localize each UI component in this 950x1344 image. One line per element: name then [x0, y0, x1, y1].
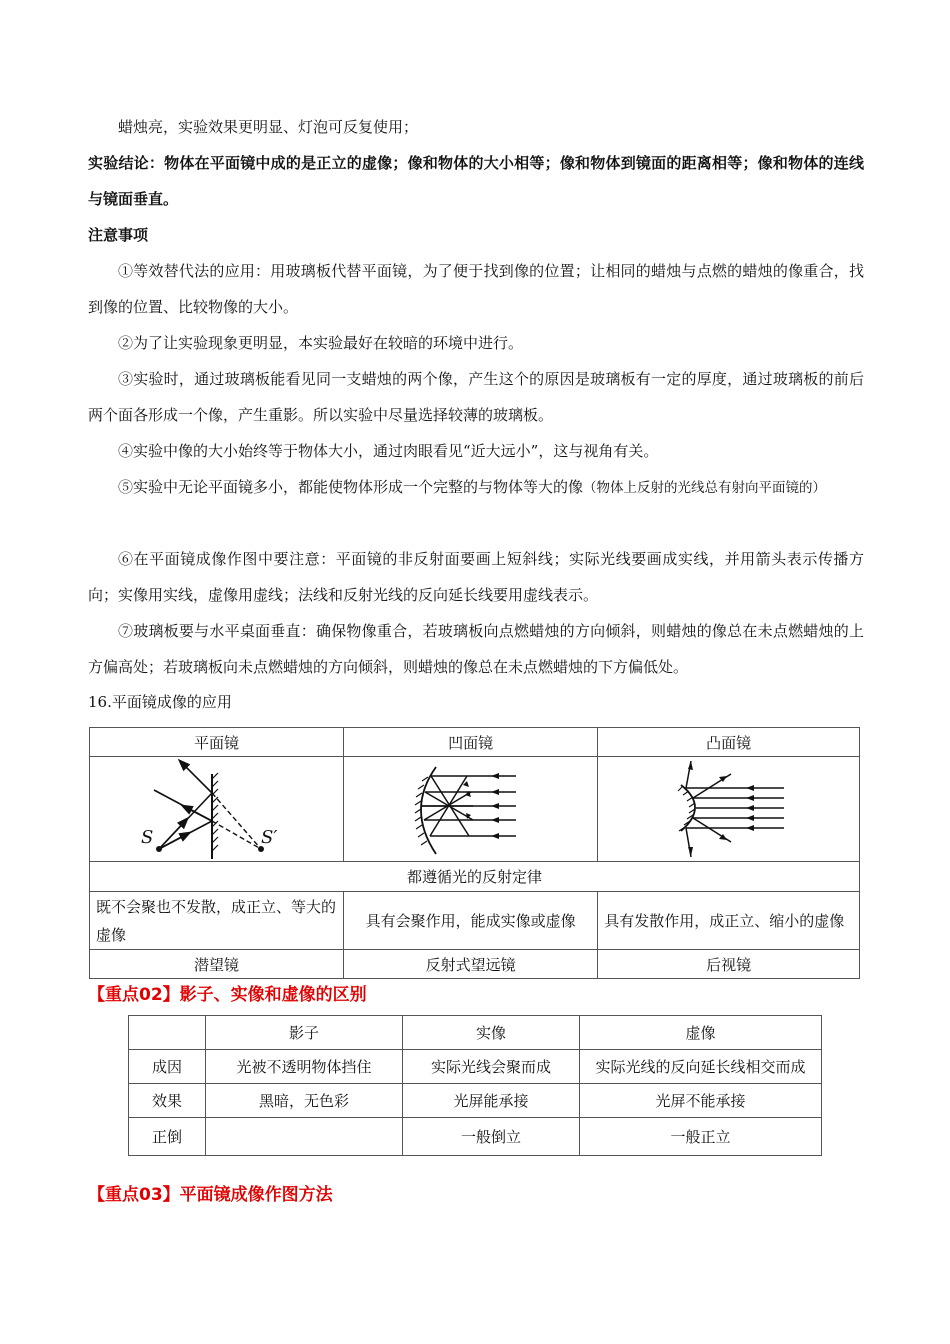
header-shadow: 影子: [206, 1016, 403, 1050]
note-1: ①等效替代法的应用：用玻璃板代替平面镜，为了便于找到像的位置；让相同的蜡烛与点燃的蜡烛的像重合，找到像的位置、比较物像的大小。: [88, 262, 864, 316]
note-3: ③实验时，通过玻璃板能看见同一支蜡烛的两个像，产生这个的原因是玻璃板有一定的厚度，通过玻璃板的前后两个面各形成一个像，产生重影。所以实验中尽量选择较薄的玻璃板。: [88, 370, 864, 424]
note-7: ⑦玻璃板要与水平桌面垂直：确保物像重合，若玻璃板向点燃蜡烛的方向倾斜，则蜡烛的像总在未点燃蜡烛的上方偏高处；若玻璃板向未点燃蜡烛的方向倾斜，则蜡烛的像总在未点燃蜡烛的下方偏低处。: [88, 622, 864, 676]
cell-shadow: [206, 1118, 403, 1156]
note-5-parenthetical: （物体上反射的光线总有射向平面镜的）: [583, 480, 827, 496]
key-point-02-heading: 【重点02】影子、实像和虚像的区别: [88, 985, 367, 1005]
plane-mirror-diagram-icon: [137, 759, 297, 859]
cell-shadow: 黑暗，无色彩: [206, 1084, 403, 1118]
notes-heading: 注意事项: [88, 226, 149, 244]
cell-real-image: 一般倒立: [403, 1118, 580, 1156]
cell-real-image: 实际光线会聚而成: [403, 1050, 580, 1084]
convex-mirror-diagram-cell: [598, 757, 860, 862]
row-label: 正倒: [129, 1118, 206, 1156]
common-law-cell: 都遵循光的反射定律: [90, 862, 860, 892]
header-plane-mirror: 平面镜: [90, 728, 344, 757]
header-empty: [129, 1016, 206, 1050]
mirror-application-row: [90, 950, 860, 979]
header-real-image: 实像: [403, 1016, 580, 1050]
plane-mirror-diagram-cell: [90, 757, 344, 862]
cell-real-image: 光屏能承接: [403, 1084, 580, 1118]
key-point-03-heading: 【重点03】平面镜成像作图方法: [88, 1185, 333, 1205]
cell-virtual-image: 光屏不能承接: [580, 1084, 822, 1118]
cell-virtual-image: 实际光线的反向延长线相交而成: [580, 1050, 822, 1084]
image-point-label: S′: [260, 827, 277, 848]
note-5-text: ⑤实验中无论平面镜多小，都能使物体形成一个完整的与物体等大的像: [118, 478, 584, 496]
note-6: ⑥在平面镜成像作图中要注意：平面镜的非反射面要画上短斜线；实际光线要画成实线，并用箭头表示传播方向；实像用实线，虚像用虚线；法线和反射光线的反向延长线要用虚线表示。: [88, 550, 864, 604]
row-label: 成因: [129, 1050, 206, 1084]
convex-mirror-property: 具有发散作用，成正立、缩小的虚像: [598, 892, 860, 950]
note-5: [88, 469, 864, 506]
mirror-diagram-row: [90, 757, 860, 862]
object-point-label: S: [140, 827, 153, 848]
shadow-real-virtual-image-table: [128, 1015, 822, 1156]
shadow-table-header-row: [129, 1016, 822, 1050]
row-label: 效果: [129, 1084, 206, 1118]
concave-mirror-diagram-icon: [411, 759, 531, 859]
intro-line: 蜡烛亮，实验效果更明显、灯泡可反复使用；: [118, 118, 419, 136]
header-virtual-image: 虚像: [580, 1016, 822, 1050]
table-row-effect: [129, 1084, 822, 1118]
cell-shadow: 光被不透明物体挡住: [206, 1050, 403, 1084]
plane-mirror-application: 潜望镜: [90, 950, 344, 979]
mirror-property-row: [90, 892, 860, 950]
mirror-table-header-row: [90, 728, 860, 757]
convex-mirror-application: 后视镜: [598, 950, 860, 979]
section-16-title: 16.平面镜成像的应用: [88, 693, 232, 711]
concave-mirror-application: 反射式望远镜: [344, 950, 598, 979]
header-concave-mirror: 凹面镜: [344, 728, 598, 757]
note-4: ④实验中像的大小始终等于物体大小，通过肉眼看见“近大远小”，这与视角有关。: [118, 442, 659, 460]
mirror-application-table: [89, 727, 860, 979]
cell-virtual-image: 一般正立: [580, 1118, 822, 1156]
table-row-cause: [129, 1050, 822, 1084]
concave-mirror-property: 具有会聚作用，能成实像或虚像: [344, 892, 598, 950]
header-convex-mirror: 凸面镜: [598, 728, 860, 757]
plane-mirror-property: 既不会聚也不发散，成正立、等大的虚像: [90, 892, 344, 950]
note-2: ②为了让实验现象更明显，本实验最好在较暗的环境中进行。: [118, 334, 524, 352]
mirror-common-row: [90, 862, 860, 892]
experiment-conclusion: 实验结论：物体在平面镜中成的是正立的虚像；像和物体的大小相等；像和物体到镜面的距离相等；像和物体的连线与镜面垂直。: [88, 154, 864, 208]
convex-mirror-diagram-icon: [669, 759, 789, 859]
table-row-orientation: [129, 1118, 822, 1156]
concave-mirror-diagram-cell: [344, 757, 598, 862]
